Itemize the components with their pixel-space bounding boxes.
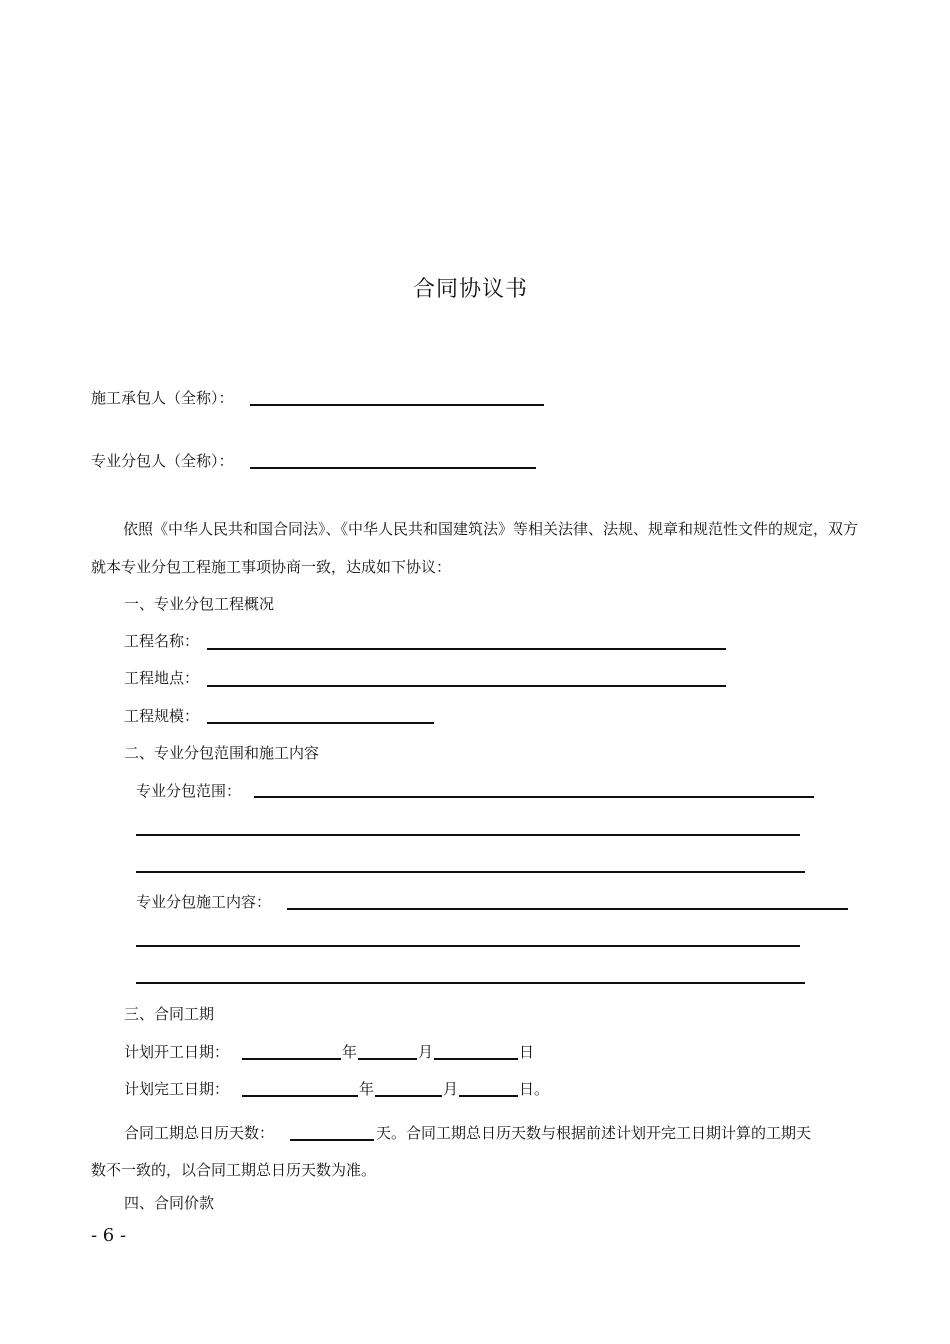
section1-heading: 一、专业分包工程概况	[124, 595, 275, 613]
project-name-field[interactable]	[207, 648, 726, 650]
document-title: 合同协议书	[413, 277, 529, 302]
subcontractor-label: 专业分包人（全称）：	[91, 452, 234, 470]
scope-label: 专业分包范围：	[136, 782, 242, 800]
finish-month-unit: 月	[443, 1080, 459, 1098]
scope-field-line-1[interactable]	[254, 796, 814, 798]
start-year-field[interactable]	[242, 1058, 341, 1060]
content-field-line-3[interactable]	[136, 982, 805, 984]
total-days-label: 合同工期总日历天数：	[124, 1124, 275, 1142]
finish-year-unit: 年	[359, 1080, 375, 1098]
intro-paragraph: 依照《中华人民共和国合同法》、《中华人民共和国建筑法》等相关法律、法规、规章和规范性文件的规定，双方就本专业分包工程施工事项协商一致，达成如下协议：	[91, 520, 859, 576]
contractor-label: 施工承包人（全称）：	[91, 389, 234, 407]
finish-year-field[interactable]	[242, 1095, 358, 1097]
project-scale-label: 工程规模：	[124, 707, 200, 725]
project-name-label: 工程名称：	[124, 632, 200, 650]
finish-month-field[interactable]	[375, 1095, 442, 1097]
start-year-unit: 年	[342, 1043, 358, 1061]
section3-heading: 三、合同工期	[124, 1005, 215, 1023]
project-location-label: 工程地点：	[124, 669, 200, 687]
subcontractor-name-field[interactable]	[250, 467, 536, 469]
project-location-field[interactable]	[207, 685, 726, 687]
content-field-line-2[interactable]	[136, 945, 800, 947]
page-number: - 6 -	[91, 1225, 127, 1246]
total-days-text-1: 天。合同工期总日历天数与根据前述计划开完工日期计算的工期天	[376, 1124, 812, 1142]
start-day-unit: 日	[519, 1043, 535, 1061]
total-days-field[interactable]	[290, 1139, 374, 1141]
contractor-name-field[interactable]	[250, 404, 544, 406]
start-month-field[interactable]	[358, 1058, 417, 1060]
project-scale-field[interactable]	[207, 722, 434, 724]
section4-heading: 四、合同价款	[124, 1194, 215, 1212]
finish-day-field[interactable]	[459, 1095, 518, 1097]
content-label: 专业分包施工内容：	[136, 893, 272, 911]
start-date-label: 计划开工日期：	[124, 1043, 230, 1061]
finish-day-unit: 日。	[519, 1080, 550, 1098]
finish-date-label: 计划完工日期：	[124, 1080, 230, 1098]
section2-heading: 二、专业分包范围和施工内容	[124, 744, 320, 762]
content-field-line-1[interactable]	[287, 908, 848, 910]
total-days-text-2: 数不一致的，以合同工期总日历天数为准。	[91, 1161, 377, 1179]
scope-field-line-2[interactable]	[136, 834, 800, 836]
start-day-field[interactable]	[434, 1058, 518, 1060]
scope-field-line-3[interactable]	[136, 871, 805, 873]
start-month-unit: 月	[418, 1043, 434, 1061]
